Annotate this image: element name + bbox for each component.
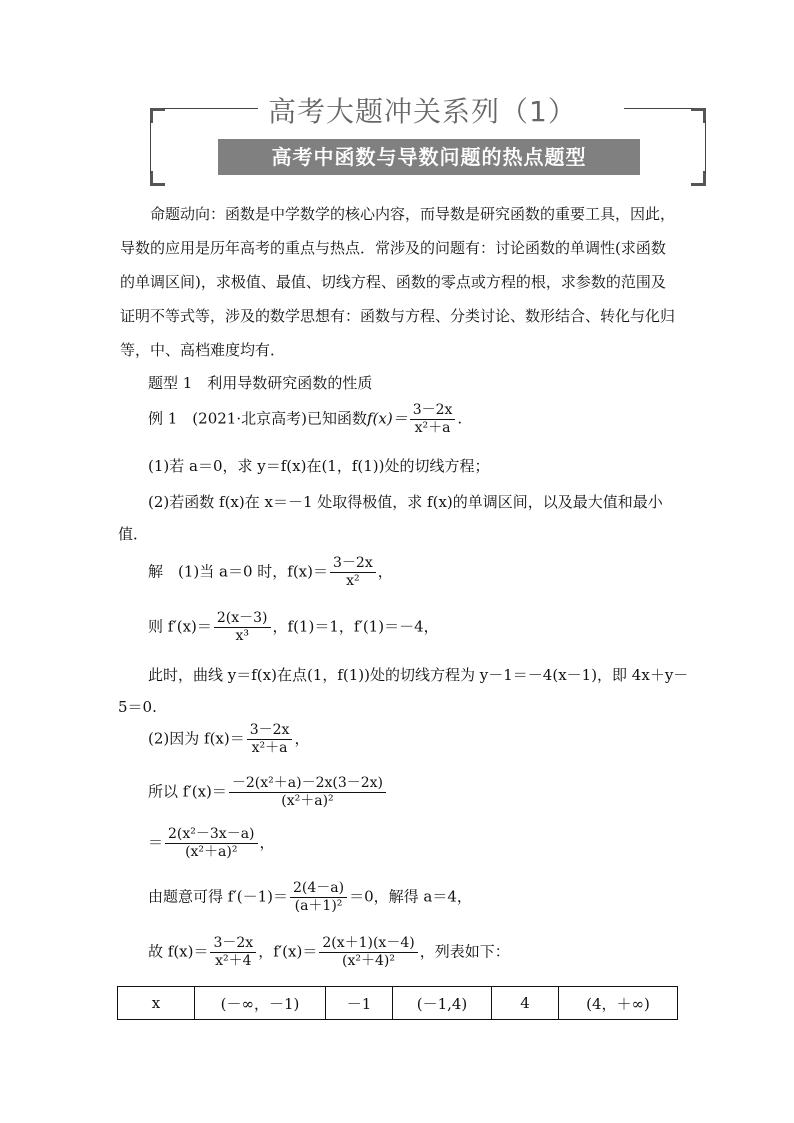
example-label: 例 1 (2021·北京高考)已知函数: [148, 409, 367, 428]
table-cell: －1: [326, 987, 393, 1020]
text: ＝: [148, 833, 164, 852]
solution-step-4: [148, 722, 309, 757]
denominator: x³: [235, 628, 249, 644]
solution-step-8: [148, 935, 510, 970]
text: 所以 f′(x)＝: [148, 782, 227, 801]
numerator: 2(4－a): [290, 880, 347, 898]
section-banner: 高考中函数与导数问题的热点题型: [218, 139, 640, 175]
numerator: 3－2x: [410, 402, 456, 420]
numerator: 2(x－3): [214, 610, 271, 628]
frame-corner: [691, 171, 706, 186]
type-heading: 题型 1 利用导数研究函数的性质: [148, 374, 373, 392]
fraction: [410, 402, 456, 437]
question-1: (1)若 a＝0，求 y＝f(x)在(1，f(1))处的切线方程；: [148, 457, 490, 475]
frame-line: [162, 108, 258, 109]
fraction: [290, 880, 347, 915]
denominator: (x²＋a)²: [185, 844, 238, 860]
frame-line: [150, 120, 151, 174]
text: 由题意可得 f′(－1)＝: [148, 887, 288, 906]
denominator: x²: [346, 573, 360, 589]
fraction: [229, 775, 386, 810]
table-cell: (－1,4): [393, 987, 492, 1020]
text: ，f′(x)＝: [258, 942, 318, 961]
fraction: [165, 826, 258, 861]
series-title: 高考大题冲关系列（1）: [262, 90, 624, 130]
text: 解 (1)当 a＝0 时，f(x)＝: [148, 562, 328, 581]
solution-step-3: 此时，曲线 y＝f(x)在点(1，f(1))处的切线方程为 y－1＝－4(x－1)，即 4x＋y－: [148, 666, 689, 684]
text: 故 f(x)＝: [148, 942, 209, 961]
frame-corner: [150, 108, 165, 123]
frame-corner: [150, 171, 165, 186]
frame-corner: [691, 108, 706, 123]
function-def: f(x)＝: [366, 409, 408, 428]
table-cell: x: [118, 987, 195, 1020]
numerator: 2(x＋1)(x－4): [319, 935, 417, 953]
text: ，: [377, 562, 393, 581]
denominator: x²＋a: [414, 420, 451, 436]
denominator: x²＋a: [251, 740, 288, 756]
question-2-cont: 值．: [118, 525, 149, 543]
numerator: 3－2x: [210, 935, 256, 953]
fraction: [319, 935, 417, 970]
fraction: [330, 555, 376, 590]
text: ，: [259, 833, 275, 852]
text: ，f(1)＝1，f′(1)＝－4，: [272, 617, 439, 636]
numerator: 3－2x: [330, 555, 376, 573]
numerator: －2(x²＋a)－2x(3－2x): [229, 775, 386, 793]
fraction: [214, 610, 271, 645]
fraction: [210, 935, 256, 970]
denominator: (x²＋a)²: [281, 793, 334, 809]
variation-table: [117, 986, 678, 1020]
text: 则 f′(x)＝: [148, 617, 212, 636]
question-2: (2)若函数 f(x)在 x＝－1 处取得极值，求 f(x)的单调区间，以及最大值和最小: [148, 493, 663, 511]
denominator: x²＋4: [215, 953, 252, 969]
table-cell: 4: [492, 987, 559, 1020]
solution-step-5: [148, 775, 388, 810]
frame-line: [705, 120, 706, 174]
solution-step-7: [148, 880, 472, 915]
example-statement: 例 1 (2021·北京高考)已知函数f(x)＝ $\frac{3-2x}{\text{x²＋a}}$ .: [148, 402, 463, 436]
text: ＝0，解得 a＝4，: [349, 887, 472, 906]
numerator: 3－2x: [247, 722, 293, 740]
table-cell: (4，＋∞): [559, 987, 678, 1020]
numerator: 2(x²－3x－a): [165, 826, 258, 844]
text: ，列表如下：: [419, 942, 510, 961]
table-row: [118, 987, 678, 1020]
solution-step-1: [148, 555, 393, 590]
denominator: (x²＋4)²: [342, 953, 395, 969]
denominator: (a＋1)²: [294, 898, 343, 914]
table-cell: (－∞，－1): [195, 987, 326, 1020]
fraction: [247, 722, 293, 757]
solution-step-2: [148, 610, 439, 645]
text: (2)因为 f(x)＝: [148, 729, 245, 748]
text: ，: [294, 729, 310, 748]
solution-step-6: [148, 826, 275, 861]
intro-paragraph: 命题动向：函数是中学数学的核心内容，而导数是研究函数的重要工具，因此，导数的应用是历年高考的重点与热点．常涉及的问题有：讨论函数的单调性(求函数的单调区间)，求极值、最值、切线方程、函数的零点或方程的根，求参数的范围及证明不等式等，涉及的数学思想有：函数与方程、分类讨论、数形结合、转化与化归等，中、高档难度均有．: [120, 205, 676, 359]
solution-step-3-cont: 5＝0.: [118, 698, 157, 716]
